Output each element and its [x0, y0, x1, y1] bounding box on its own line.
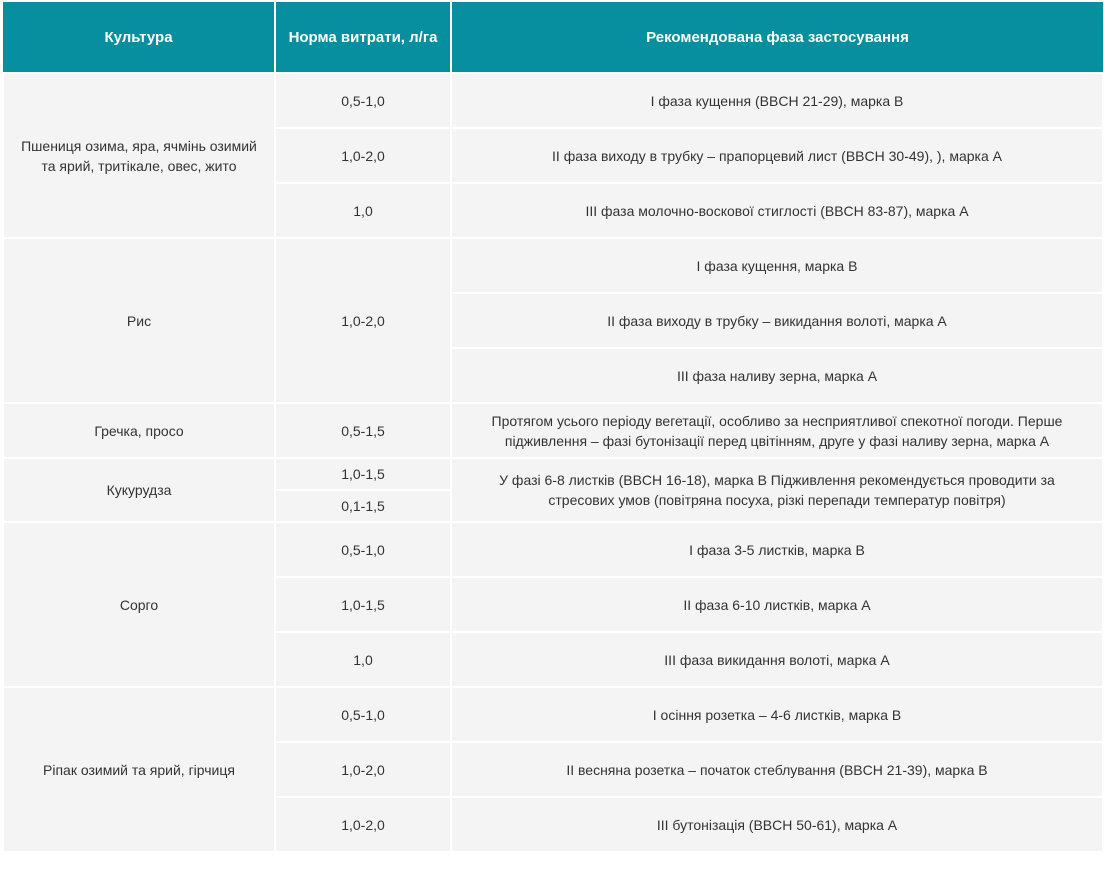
crop-cell: Ріпак озимий та ярий, гірчиця — [3, 687, 275, 852]
phase-cell: І фаза 3-5 листків, марка B — [451, 522, 1103, 577]
header-crop: Культура — [3, 2, 275, 73]
phase-cell: У фазі 6-8 листків (BBCH 16-18), марка B Підживлення рекомендується проводити за стресових умов (повітряна посуха, різкі перепади температур повітря) — [451, 458, 1103, 522]
table-row — [3, 522, 1103, 577]
rate-cell: 1,0 — [275, 183, 451, 238]
table-row — [3, 403, 1103, 458]
table-row — [3, 73, 1103, 128]
rate-cell: 0,5-1,0 — [275, 73, 451, 128]
phase-cell: ІІ весняна розетка – початок стеблування (BBCH 21-39), марка B — [451, 742, 1103, 797]
header-phase: Рекомендована фаза застосування — [451, 2, 1103, 73]
phase-cell: ІІІ бутонізація (BBCH 50-61), марка A — [451, 797, 1103, 852]
crop-cell: Пшениця озима, яра, ячмінь озимий та ярий, тритікале, овес, жито — [3, 73, 275, 238]
phase-cell: ІІ фаза 6-10 листків, марка A — [451, 577, 1103, 632]
phase-cell: ІІІ фаза викидання волоті, марка A — [451, 632, 1103, 687]
phase-cell: ІІІ фаза наливу зерна, марка A — [451, 348, 1103, 403]
crop-cell: Сорго — [3, 522, 275, 687]
table-header-row — [3, 2, 1103, 73]
phase-cell: ІІІ фаза молочно-воскової стиглості (BBCH 83-87), марка A — [451, 183, 1103, 238]
phase-cell: ІІ фаза виходу в трубку – прапорцевий лист (BBCH 30-49), ), марка A — [451, 128, 1103, 183]
rate-cell: 1,0-2,0 — [275, 742, 451, 797]
rate-cell: 1,0-1,5 — [275, 458, 451, 490]
phase-cell: І фаза кущення (BBCH 21-29), марка B — [451, 73, 1103, 128]
phase-cell: І фаза кущення, марка B — [451, 238, 1103, 293]
table-row — [3, 458, 1103, 490]
phase-cell: І осіння розетка – 4-6 листків, марка B — [451, 687, 1103, 742]
rate-cell: 0,5-1,0 — [275, 522, 451, 577]
application-rates-table — [2, 2, 1104, 853]
crop-cell: Гречка, просо — [3, 403, 275, 458]
crop-cell: Рис — [3, 238, 275, 403]
crop-cell: Кукурудза — [3, 458, 275, 522]
rate-cell: 1,0-2,0 — [275, 797, 451, 852]
phase-cell: Протягом усього періоду вегетації, особливо за несприятливої спекотної погоди. Перше підживлення – фазі бутонізації перед цвітінням, друге у фазі наливу зерна, марка A — [451, 403, 1103, 458]
rate-cell: 1,0-2,0 — [275, 128, 451, 183]
header-rate: Норма витрати, л/га — [275, 2, 451, 73]
rate-cell: 1,0-1,5 — [275, 577, 451, 632]
rate-cell: 0,5-1,5 — [275, 403, 451, 458]
table-row — [3, 238, 1103, 293]
rate-cell: 0,1-1,5 — [275, 490, 451, 522]
rate-cell: 1,0-2,0 — [275, 238, 451, 403]
table-row — [3, 687, 1103, 742]
rate-cell: 1,0 — [275, 632, 451, 687]
rate-cell: 0,5-1,0 — [275, 687, 451, 742]
phase-cell: ІІ фаза виходу в трубку – викидання волоті, марка A — [451, 293, 1103, 348]
